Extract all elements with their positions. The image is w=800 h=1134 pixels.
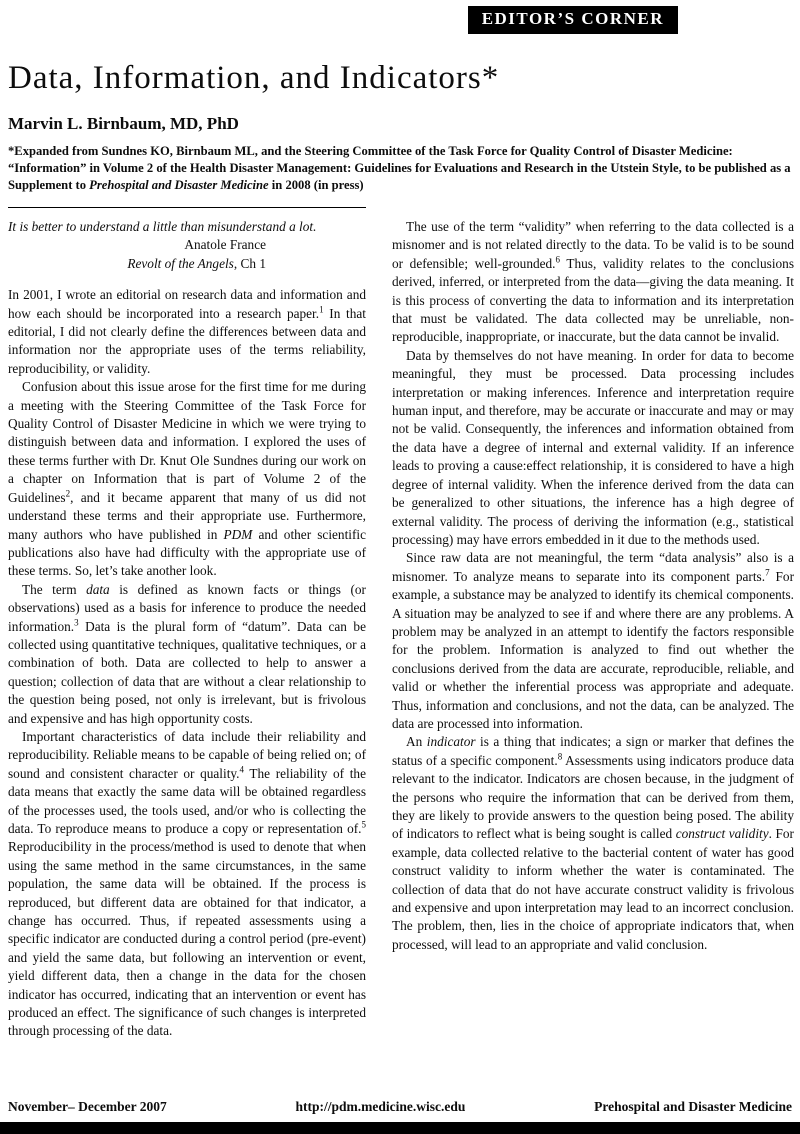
right-column	[392, 218, 794, 1090]
article-body	[8, 218, 794, 1090]
header-rule	[8, 207, 366, 208]
author-name: Marvin L. Birnbaum, MD, PhD	[8, 114, 239, 133]
left-column	[8, 218, 366, 1090]
paragraph: Confusion about this issue arose for the first time for me during a meeting with the Steering Committee of the Task Force for Quality Control of Disaster Medicine in which we were trying to distinguish between data and information. I explored the uses of these terms further with Dr. Knut Ole Sundnes during our work on a chapter on Information that is part of Volume 2 of the Guidelines$^2$, and it became apparent that many of us did not understand these terms and their appropriate use. Furthermore, many authors who have published in PDM and other scientific publications also have had difficulty with the appropriate use of these terms. So, let’s take another look.	[8, 379, 366, 579]
footer-journal: Prehospital and Disaster Medicine	[594, 1099, 792, 1114]
epigraph-quote: It is better to understand a little than misunderstand a lot.	[8, 219, 317, 234]
footer-url: http://pdm.medicine.wisc.edu	[295, 1099, 466, 1114]
footer-bar	[0, 1122, 800, 1134]
paragraph: The term data is defined as known facts or things (or observations) used as a basis for inference to produce the needed information.$^3$ Data is the plural form of “datum”. Data can be collected using quantitative techniques, qualitative techniques, or a combination of both. Data are collected to help to answer a question; collection of data that are without a clear relationship to the question being posed, not only is irrelevant, but is frivolous and expensive and has high opportunity costs.	[8, 581, 366, 726]
paragraph: Important characteristics of data include their reliability and reproducibility. Reliable means to be capable of being relied on; of sound and consistent character or quality.$^4$ The reliability of the data means that exactly the same data will be obtained regardless of the processes used, the tools used, and/or who is collecting the data. To reproduce means to produce a copy or representation of.$^5$ Reproducibility in the process/method is used to denote that when using the same method in the same circumstances, in the same population, the same data will be obtained. If the process is reproduced, but different data are obtained for that indicator, a change has occurred. Thus, if repeated assessments using a specific indicator are conducted during a control period (pre-event) and yield the same data, but following an intervention or event, yield different data, then a change in the data for the chosen indicator has occurred, indicating that an intervention or event has produced an effect. The significance of such changes is interpreted through processing of the data.	[8, 728, 366, 1039]
article-footnote: *Expanded from Sundnes KO, Birnbaum ML, and the Steering Committee of the Task Force for Quality Control of Disaster Medicine: “Information” in Volume 2 of the Health Disaster Management: Guidelines for Evaluations and Research in the Utstein Style, to be published as a Supplement to Prehospital and Disaster Medicine in 2008 (in press)	[8, 144, 791, 192]
paragraph: Since raw data are not meaningful, the term “data analysis” also is a misnomer. To analyze means to separate into its component parts.$^7$ For example, a substance may be analyzed to identify its chemical components. A situation may be analyzed to see if and where there are any problems. A problem may be analyzed in an attempt to identify the factors responsible for the problem. Information is analyzed to find out whether the conclusions derived from the data are accurate, reproducible, reliable, and valid or whether the inferential process was appropriate and adequate. Thus, information and conclusions, and not the data, can be analyzed. The data are processed into information.	[392, 550, 794, 731]
epigraph	[8, 218, 366, 273]
epigraph-attribution: Anatole France	[184, 237, 266, 253]
page-footer	[0, 1099, 800, 1134]
paragraph: Data by themselves do not have meaning. In order for data to become meaningful, they must be processed. Data processing includes interpretation or making inferences. Inference and interpretation require human input, and therefore, may be accurate or inaccurate and may or may not be valid. Consequently, the inferences and information obtained from the data have a degree of internal and external validity. If an inference leads to proving a cause:effect relationship, it is considered to have a high degree of internal validity. When the inference derived from the data can be generalized to other situations, the inference has a high degree of external validity. The process of deriving the information (e.g., statistical processing) may have errors embedded in it due to the methods used.	[392, 347, 794, 547]
footer-text-row	[0, 1099, 800, 1122]
paragraph: An indicator is a thing that indicates; a sign or marker that defines the status of a specific component.$^8$ Assessments using indicators produce data relevant to the indicator. Indicators are chosen because, in the judgment of the persons who require the information that can be derived from them, they are likely to provide answers to the question being posed. The ability of indicators to reflect what is being sought is called construct validity. For example, data collected relative to the bacterial content of water has good construct validity to inform whether the water is contaminated. The collection of data that do not have accurate construct validity is frivolous and expensive and upon interpretation may lead to an incorrect conclusion. The problem, then, lies in the choice of appropriate indicators that, when processed, will lead to an appropriate and valid conclusion.	[392, 734, 794, 952]
banner-row	[8, 0, 794, 34]
paragraph: The use of the term “validity” when referring to the data collected is a misnomer and is not related directly to the data. To be valid is to be sound or defensible; well-grounded.$^6$ Thus, validity relates to the conclusions derived, inferred, or interpreted from the data—giving the data meaning. It is this process of converting the data to information and its interpretation that must be validated. The data collected may be unreliable, non-reproducible, inappropriate, or inaccurate, but the data cannot be invalid.	[392, 219, 794, 345]
editors-corner-banner: EDITOR’S CORNER	[468, 6, 678, 34]
article-title: Data, Information, and Indicators*	[8, 60, 500, 96]
footer-date: November– December 2007	[8, 1099, 167, 1114]
paragraph: In 2001, I wrote an editorial on research data and information and how each should be incorporated into a research paper.$^1$ In that editorial, I did not clearly define the differences between data and information nor the appropriate uses of the terms reliability, reproducibility, or validity.	[8, 287, 366, 376]
epigraph-source: Revolt of the Angels, Ch 1	[127, 255, 266, 271]
